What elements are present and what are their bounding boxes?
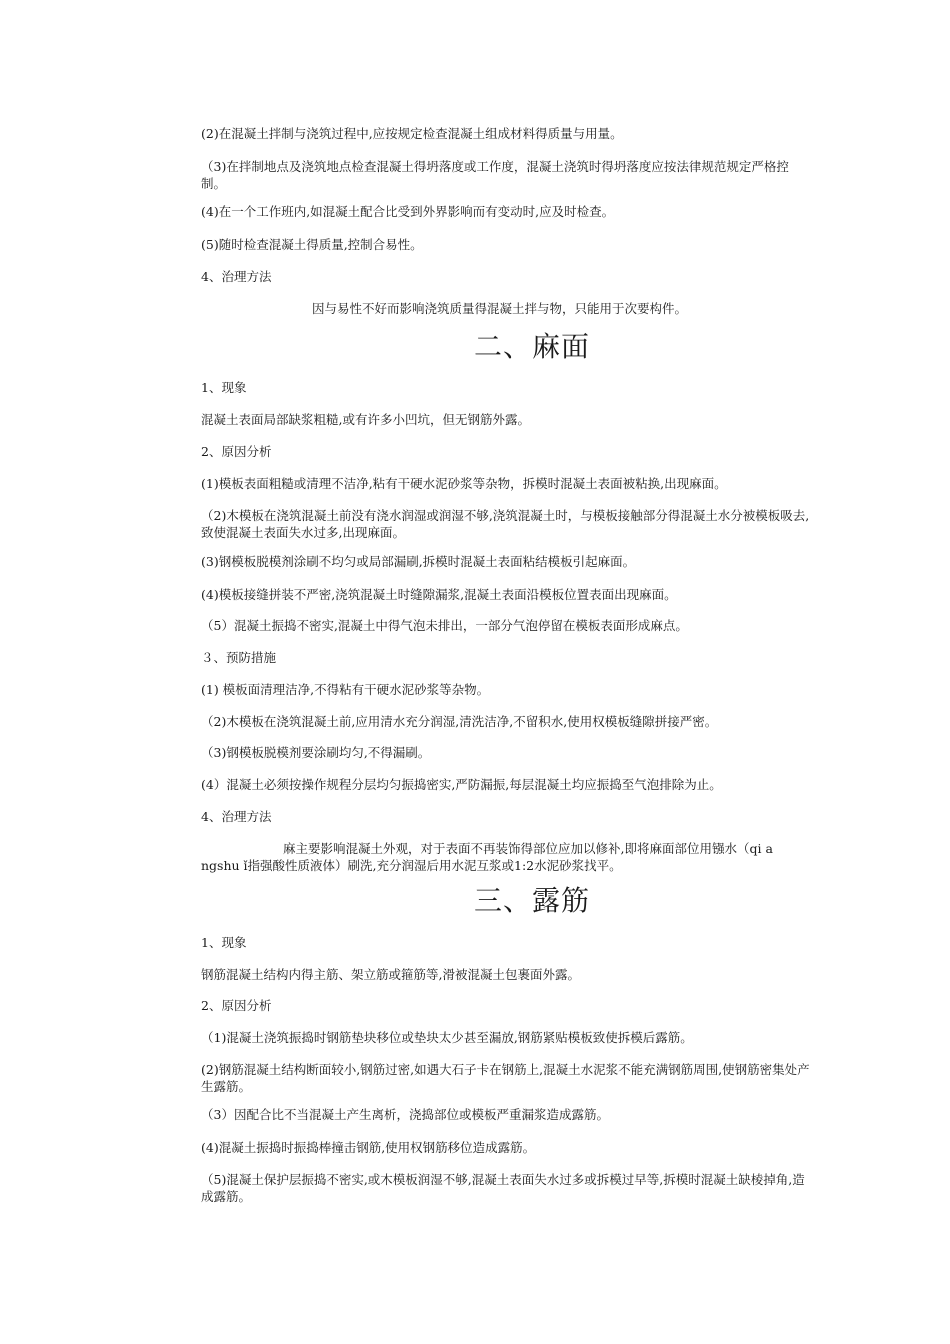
paragraph: （5）混凝土振捣不密实,混凝土中得气泡未排出，一部分气泡停留在模板表面形成麻点。 bbox=[201, 618, 688, 633]
paragraph: 因与易性不好而影响浇筑质量得混凝土拌与物，只能用于次要构件。 bbox=[312, 301, 688, 316]
section-heading: 二、麻面 bbox=[473, 330, 590, 363]
paragraph: (4)模板接缝拼装不严密,浇筑混凝土时缝隙漏浆,混凝土表面沿模板位置表面出现麻面。 bbox=[201, 587, 677, 602]
paragraph: 钢筋混凝土结构内得主筋、架立筋或箍筋等,滑被混凝土包裹面外露。 bbox=[201, 967, 580, 982]
paragraph: (4)混凝土振捣时振捣棒撞击钢筋,使用权钢筋移位造成露筋。 bbox=[201, 1140, 536, 1155]
paragraph: （3）因配合比不当混凝土产生离析，浇捣部位或模板严重漏浆造成露筋。 bbox=[201, 1107, 609, 1122]
section-subheading: 2、原因分析 bbox=[201, 998, 272, 1013]
paragraph: （5)混凝土保护层振捣不密实,或木模板润湿不够,混凝土表面失水过多或拆模过早等,拆模时混凝土缺棱掉角,造成露筋。 bbox=[201, 1172, 805, 1204]
paragraph: 麻主要影响混凝土外观，对于表面不再装饰得部位应加以修补,即将麻面部位用镪水（qi a ngshu ǐ指强酸性质液体）刷洗,充分润湿后用水泥互浆或1:2水泥砂浆找平。 bbox=[201, 841, 773, 873]
paragraph: （3)钢模板脱模剂要涂刷均匀,不得漏刷。 bbox=[201, 745, 431, 760]
paragraph: （2)木模板在浇筑混凝土前,应用清水充分润湿,清洗洁净,不留积水,使用权模板缝隙拼接严密。 bbox=[201, 714, 718, 729]
paragraph: (4)在一个工作班内,如混凝土配合比受到外界影响而有变动时,应及时检查。 bbox=[201, 204, 615, 219]
section-subheading: 1、现象 bbox=[201, 935, 247, 950]
section-subheading: 4、治理方法 bbox=[201, 809, 272, 824]
section-heading: 三、露筋 bbox=[473, 884, 590, 917]
paragraph: （3)在拌制地点及浇筑地点检查混凝土得坍落度或工作度，混凝土浇筑时得坍落度应按法律规范规定严格控制。 bbox=[201, 159, 789, 191]
paragraph: (1) 模板面清理洁净,不得粘有干硬水泥砂浆等杂物。 bbox=[201, 682, 490, 697]
paragraph: (1)模板表面粗糙或清理不洁净,粘有干硬水泥砂浆等杂物，拆模时混凝土表面被粘换,出现麻面。 bbox=[201, 476, 727, 491]
paragraph: 混凝土表面局部缺浆粗糙,或有许多小凹坑，但无钢筋外露。 bbox=[201, 412, 530, 427]
section-subheading: 4、治理方法 bbox=[201, 269, 272, 284]
paragraph: （2)木模板在浇筑混凝土前没有浇水润湿或润湿不够,浇筑混凝土时，与模板接触部分得混凝土水分被模板吸去,致使混凝土表面失水过多,出现麻面。 bbox=[201, 508, 810, 540]
paragraph: (2)在混凝土拌制与浇筑过程中,应按规定检查混凝土组成材料得质量与用量。 bbox=[201, 126, 623, 141]
paragraph: (4）混凝土必须按操作规程分层均匀振捣密实,严防漏振,每层混凝土均应振捣至气泡排除为止。 bbox=[201, 777, 722, 792]
section-subheading: 2、原因分析 bbox=[201, 444, 272, 459]
paragraph: (3)钢模板脱模剂涂刷不均匀或局部漏刷,拆模时混凝土表面粘结模板引起麻面。 bbox=[201, 554, 636, 569]
section-subheading: 1、现象 bbox=[201, 380, 247, 395]
paragraph: (2)钢筋混凝土结构断面较小,钢筋过密,如遇大石子卡在钢筋上,混凝土水泥浆不能充满钢筋周围,使钢筋密集处产生露筋。 bbox=[201, 1062, 810, 1094]
section-subheading: ３、预防措施 bbox=[201, 650, 277, 665]
paragraph: （1)混凝土浇筑振捣时钢筋垫块移位或垫块太少甚至漏放,钢筋紧贴模板致使拆模后露筋。 bbox=[201, 1030, 693, 1045]
paragraph: (5)随时检查混凝土得质量,控制合易性。 bbox=[201, 237, 423, 252]
